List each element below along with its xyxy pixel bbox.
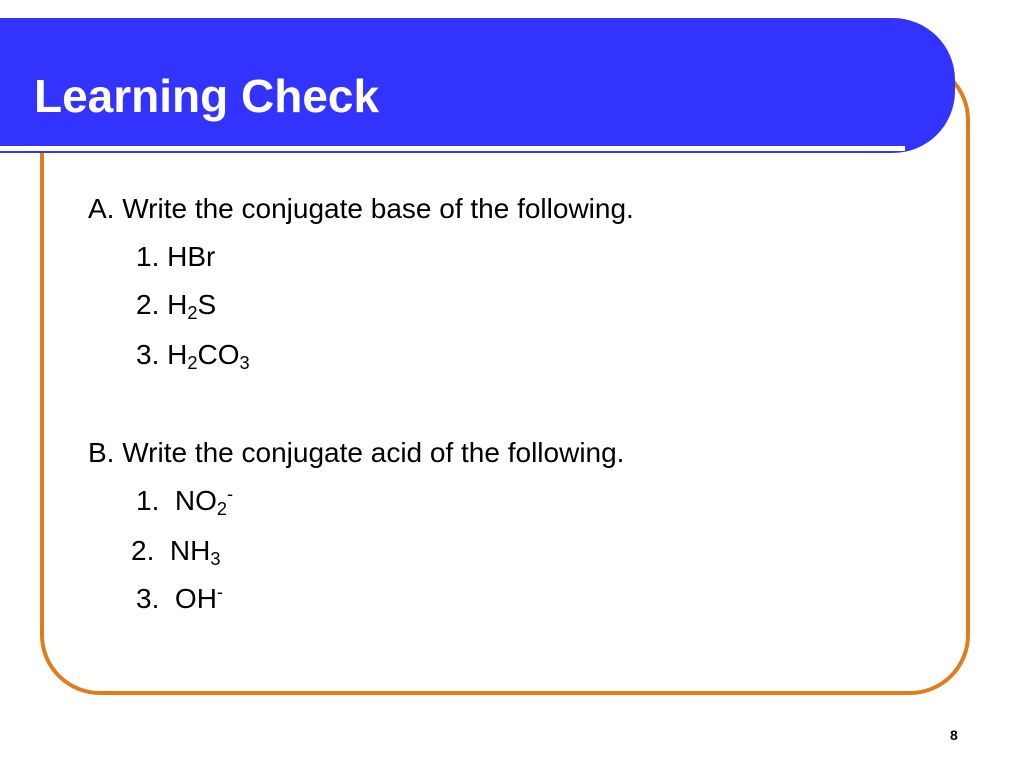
formula-subscript: 2: [187, 303, 198, 324]
part-b-heading: B. Write the conjugate acid of the following.: [88, 437, 625, 468]
formula-text: NH: [169, 535, 211, 566]
formula-superscript: -: [216, 582, 223, 602]
item-number: 3.: [136, 583, 175, 614]
formula-text: OH: [174, 583, 217, 614]
part-b-item-3: [136, 582, 223, 616]
formula-subscript: 2: [216, 499, 228, 520]
formula-text: H: [167, 339, 188, 370]
part-a-item-1: [136, 240, 215, 274]
part-a-item-3: [136, 338, 250, 372]
formula-text: HBr: [167, 241, 216, 272]
item-number: 3.: [136, 339, 168, 370]
formula-text: NO: [174, 485, 217, 516]
formula-text: H: [167, 289, 188, 320]
part-b-item-1: [136, 484, 233, 518]
formula-subscript: 3: [210, 549, 221, 570]
page-number: 8: [950, 727, 958, 743]
slide-title: Learning Check: [34, 70, 380, 122]
title-bar: [0, 18, 955, 153]
item-number: 1.: [136, 485, 175, 516]
formula-text: S: [197, 289, 217, 320]
part-b-item-2: [131, 534, 221, 568]
item-number: 2.: [136, 289, 168, 320]
part-a-heading: A. Write the conjugate base of the following.: [88, 193, 634, 224]
item-number: 2.: [131, 535, 170, 566]
formula-subscript: 2: [187, 353, 198, 374]
formula-superscript: -: [227, 484, 234, 504]
title-underline: [0, 146, 905, 151]
item-number: 1.: [136, 241, 168, 272]
part-a-item-2: [136, 288, 216, 322]
formula-text: CO: [197, 339, 240, 370]
formula-subscript: 3: [239, 353, 250, 374]
